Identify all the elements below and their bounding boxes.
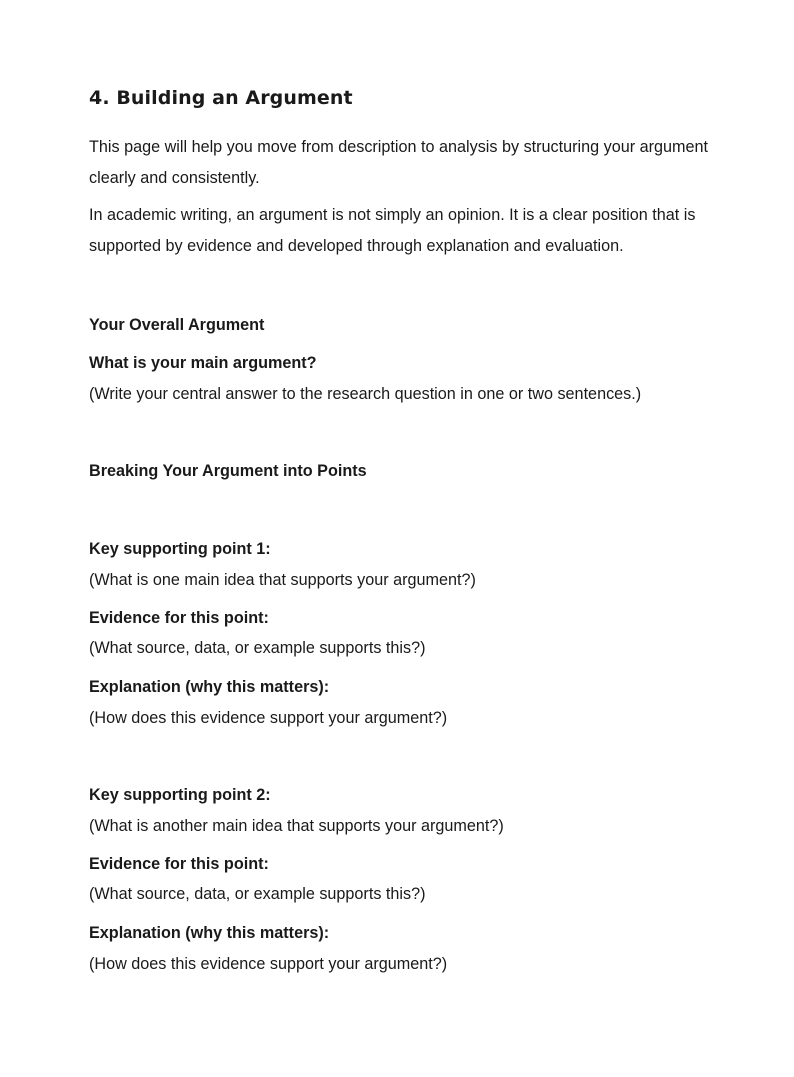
main-argument-prompt: (Write your central answer to the research question in one or two sentences.) bbox=[89, 385, 642, 403]
main-argument-question: What is your main argument? bbox=[89, 354, 317, 372]
point-2-explanation-prompt: (How does this evidence support your argument?) bbox=[89, 955, 448, 973]
point-2-label: Key supporting point 2: bbox=[89, 786, 271, 804]
point-2-evidence-prompt: (What source, data, or example supports this?) bbox=[89, 885, 426, 903]
intro-paragraph-1: This page will help you move from description to analysis by structuring your argument clearly and consistently. bbox=[89, 138, 709, 187]
point-1-label: Key supporting point 1: bbox=[89, 540, 271, 558]
point-1-prompt: (What is one main idea that supports your argument?) bbox=[89, 571, 476, 589]
point-2-prompt: (What is another main idea that supports your argument?) bbox=[89, 817, 504, 835]
point-1-explanation-label: Explanation (why this matters): bbox=[89, 678, 330, 696]
point-1-explanation-prompt: (How does this evidence support your argument?) bbox=[89, 709, 448, 727]
point-2-evidence-label: Evidence for this point: bbox=[89, 855, 269, 873]
point-1-evidence-prompt: (What source, data, or example supports this?) bbox=[89, 639, 426, 657]
point-2-explanation-label: Explanation (why this matters): bbox=[89, 924, 330, 942]
point-1-evidence-label: Evidence for this point: bbox=[89, 609, 269, 627]
page-title: 4. Building an Argument bbox=[89, 87, 353, 109]
intro-paragraph-2: In academic writing, an argument is not simply an opinion. It is a clear position that is supported by evidence and developed through explanation and evaluation. bbox=[89, 206, 696, 255]
overall-argument-heading: Your Overall Argument bbox=[89, 316, 265, 334]
breaking-points-heading: Breaking Your Argument into Points bbox=[89, 462, 367, 480]
